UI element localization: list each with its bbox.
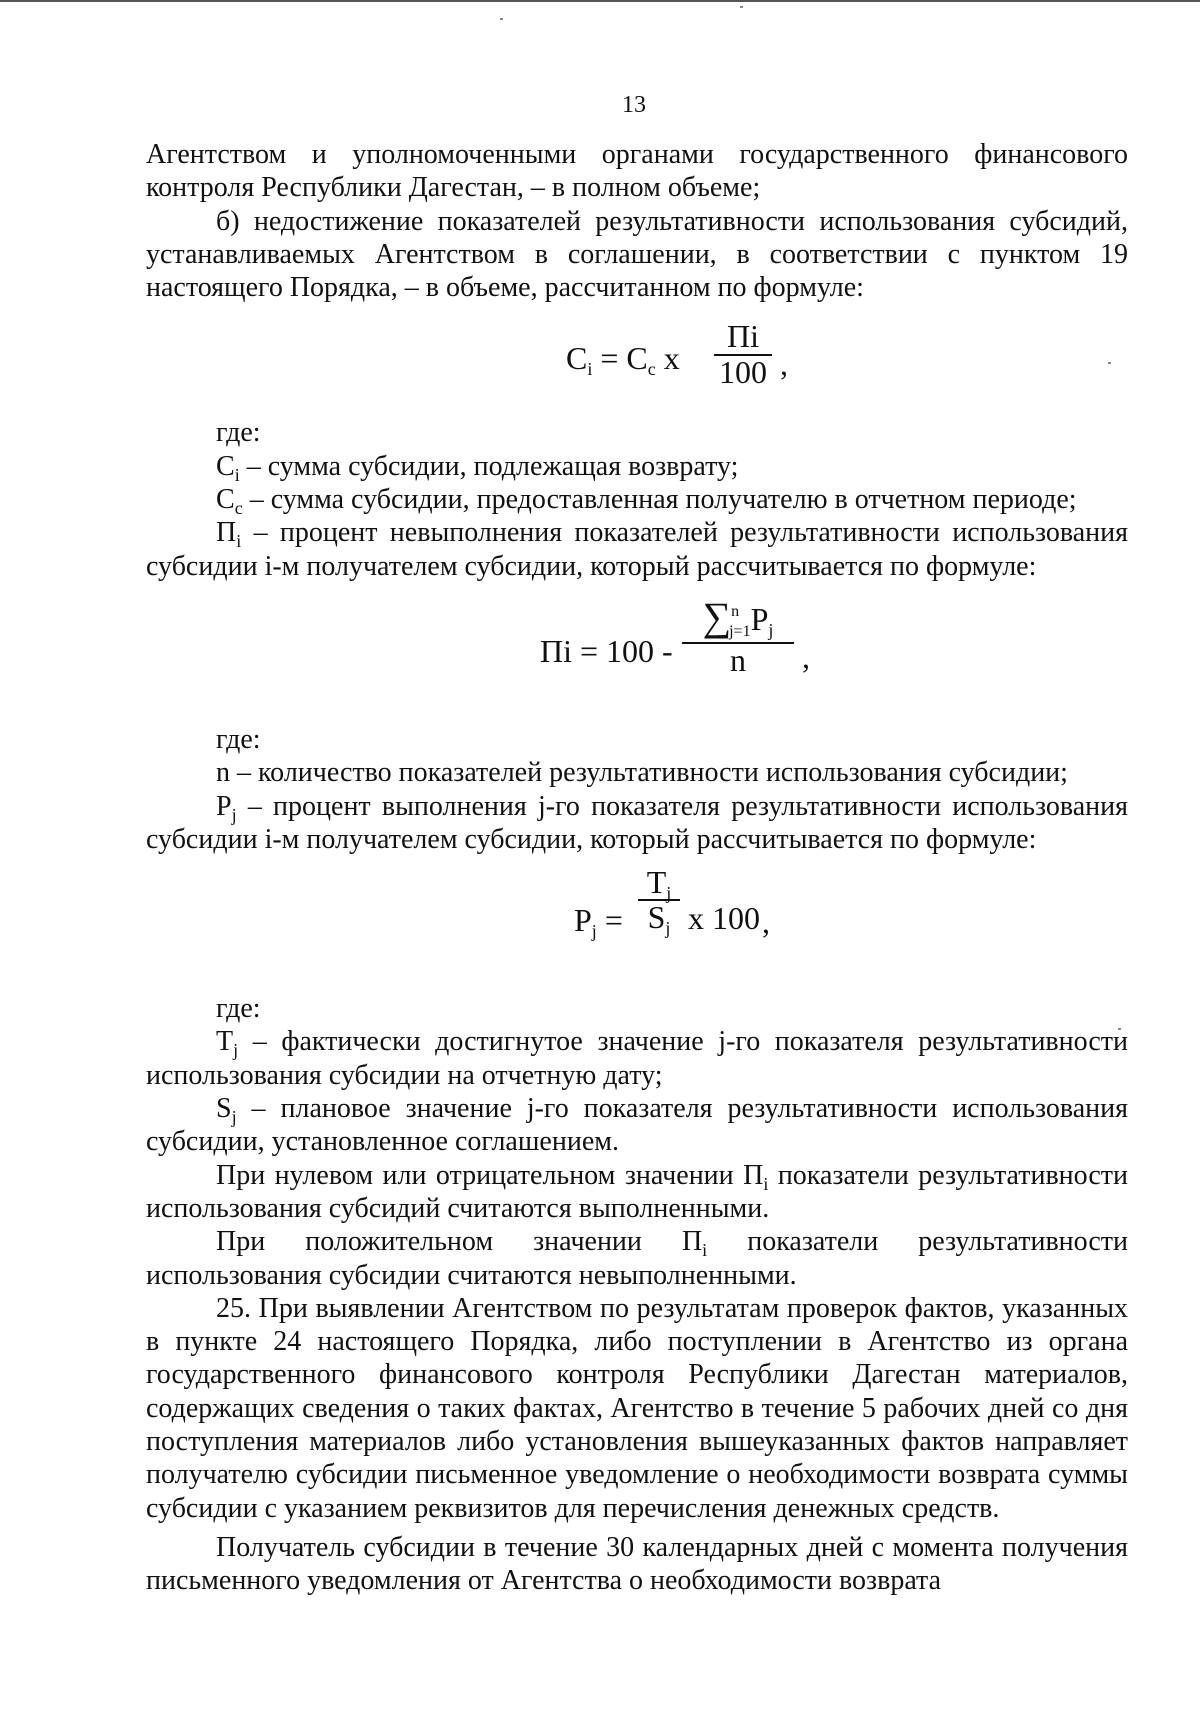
- definition-tj: $T_j$ – фактически достигнутое значение j-го показателя результативности использования субсидии на отчетную дату;: [146, 1026, 1128, 1091]
- paragraph-zero-value: При нулевом или отрицательном значении $П_i$ показатели результативности использования субсидий считаются выполненными.: [146, 1159, 1129, 1224]
- definition-cc: $C_c$ – сумма субсидии, предоставленная получателю в отчетном периоде;: [216, 484, 1077, 519]
- formula-comma: ,: [780, 346, 788, 383]
- where-label: где:: [216, 417, 261, 449]
- formula-multiplier: x 100: [688, 900, 760, 937]
- paragraph-25: 25. При выявлении Агентством по результатам проверок фактов, указанных в пункте 24 настоящего Порядка, либо поступлении в Агентство из органа государственного финансового контроля Республики Дагестан материалов, содержащих сведения о таких фактах, Агентство в течение 5 рабочих дней со дня поступления материалов либо установления вышеуказанных фактов направляет получателю субсидии письменное уведомление о необходимости возврата суммы субсидии с указанием реквизитов для перечисления денежных средств.: [146, 1292, 1128, 1524]
- fraction: $\sum^nj=1P_j$ n: [680, 597, 796, 678]
- formula-lhs: $C_i = C_c$ x: [566, 340, 680, 380]
- formula-comma: ,: [762, 904, 770, 941]
- paragraph: Агентством и уполномоченными органами государственного финансового контроля Республики Дагестан, – в полном объеме;: [146, 139, 1128, 204]
- document-body: [146, 138, 1128, 1598]
- paragraph: б) недостижение показателей результативности использования субсидий, устанавливаемых Агентством в соглашении, в соответствии с пунктом 19 настоящего Порядка, – в объеме, рассчитанном по формуле:: [146, 205, 1128, 304]
- definition-n: n – количество показателей результативности использования субсидии;: [216, 757, 1068, 789]
- formula-pj: [146, 856, 1128, 992]
- where-label: где:: [216, 723, 261, 755]
- page-number: 13: [622, 92, 646, 118]
- definition-pj: $P_j$ – процент выполнения j-го показателя результативности использования субсидии i-м получателем субсидии, который рассчитывается по формуле:: [146, 790, 1128, 855]
- definition-ci: $C_i$ – сумма субсидии, подлежащая возврату;: [216, 450, 739, 485]
- fraction: Пi 100: [712, 320, 774, 389]
- definition-pi: $П_i$ – процент невыполнения показателей результативности использования субсидии i-м получателем субсидии, который рассчитывается по формуле:: [146, 517, 1128, 582]
- paragraph-positive-value: При положительном значении $П_i$ показатели результативности использования субсидии считаются невыполненными.: [146, 1226, 1128, 1291]
- formula-lhs: Пi = 100 -: [540, 632, 673, 669]
- scan-speck: [740, 6, 743, 8]
- formula-lhs: $P_j$ =: [574, 902, 623, 942]
- formula-pi: [146, 583, 1128, 723]
- definition-sj: $S_j$ – плановое значение j-го показателя результативности использования субсидии, установленное соглашением.: [146, 1093, 1128, 1158]
- scan-speck: [500, 18, 503, 20]
- paragraph: Получатель субсидии в течение 30 календарных дней с момента получения письменного уведомления от Агентства о необходимости возврата: [146, 1531, 1128, 1597]
- fraction: $T_j$ $S_j$: [636, 866, 682, 935]
- where-label: где:: [216, 993, 261, 1025]
- scan-top-edge: [0, 0, 1200, 2]
- formula-comma: ,: [802, 638, 810, 675]
- formula-ci: [146, 304, 1128, 416]
